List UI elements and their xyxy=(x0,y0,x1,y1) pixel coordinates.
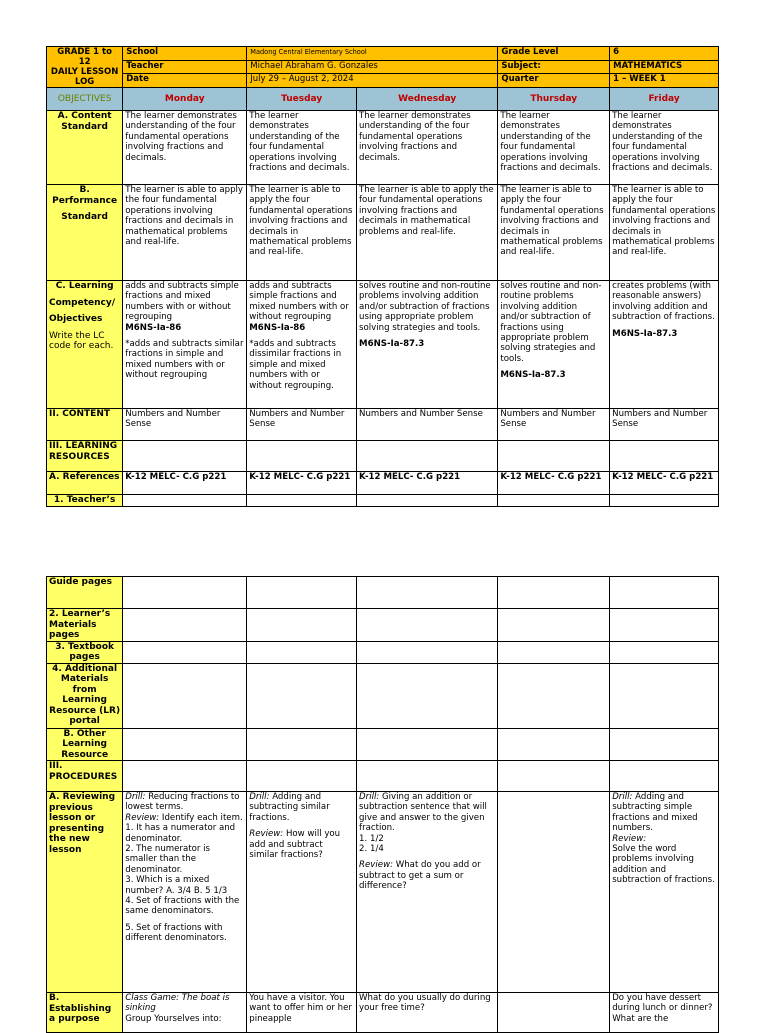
additional-materials-label: 4. Additional Materials from Learning Resource (LR) portal xyxy=(47,663,123,728)
references-row xyxy=(47,472,719,495)
references-thu: K-12 MELC- C.G p221 xyxy=(498,472,610,495)
learners-materials-label: 2. Learner’s Materials pages xyxy=(47,609,123,642)
day-friday: Friday xyxy=(610,88,719,111)
header-row-teacher xyxy=(47,60,719,74)
additional-materials-row xyxy=(47,663,719,728)
day-tuesday: Tuesday xyxy=(247,88,357,111)
references-fri: K-12 MELC- C.G p221 xyxy=(610,472,719,495)
performance-standard-tue: The learner is able to apply the four fundamental operations involving fractions and decimals in mathematical problems and real-life. xyxy=(247,185,357,281)
content-standard-wed: The learner demonstrates understanding of the four fundamental operations involving fractions and decimals. xyxy=(357,111,498,185)
content-standard-thu: The learner demonstrates understanding of the four fundamental operations involving fractions and decimals. xyxy=(498,111,610,185)
other-resources-row xyxy=(47,728,719,761)
performance-standard-mon: The learner is able to apply the four fundamental operations involving fractions and decimals in mathematical problems and real-life. xyxy=(123,185,247,281)
references-mon: K-12 MELC- C.G p221 xyxy=(123,472,247,495)
references-wed: K-12 MELC- C.G p221 xyxy=(357,472,498,495)
content-standard-tue: The learner demonstrates understanding of the four fundamental operations involving fractions and decimals. xyxy=(247,111,357,185)
day-monday: Monday xyxy=(123,88,247,111)
school-value: Madong Central Elementary School xyxy=(247,47,498,61)
guide-pages-label: Guide pages xyxy=(47,577,123,609)
day-wednesday: Wednesday xyxy=(357,88,498,111)
procedures-row xyxy=(47,761,719,792)
reviewing-thu xyxy=(498,792,610,993)
reviewing-label: A. Reviewing previous lesson or presenting the new lesson xyxy=(47,792,123,993)
competency-fri: creates problems (with reasonable answers) involving addition and subtraction of fractions. M6NS-Ia-87.3 xyxy=(610,281,719,409)
content-label: II. CONTENT xyxy=(47,409,123,441)
teachers-label: 1. Teacher’s xyxy=(47,495,123,507)
performance-standard-fri: The learner is able to apply the four fundamental operations involving fractions and decimals in mathematical problems and real-life. xyxy=(610,185,719,281)
procedures-label: III. PROCEDURES xyxy=(47,761,123,792)
subject-value: MATHEMATICS xyxy=(610,60,719,74)
teachers-guide-row xyxy=(47,577,719,609)
purpose-fri: Do you have dessert during lunch or dinner? What are the xyxy=(610,993,719,1033)
grade-level-value: 6 xyxy=(610,47,719,61)
establishing-purpose-label: B. Establishing a purpose xyxy=(47,993,123,1033)
dll-title: GRADE 1 to 12 DAILY LESSON LOG xyxy=(47,47,123,88)
quarter-label: Quarter xyxy=(498,74,610,88)
teacher-value: Michael Abraham G. Gonzales xyxy=(247,60,498,74)
performance-standard-label: B. Performance Standard xyxy=(47,185,123,281)
content-standard-fri: The learner demonstrates understanding of the four fundamental operations involving fractions and decimals. xyxy=(610,111,719,185)
other-resources-label: B. Other Learning Resource xyxy=(47,728,123,761)
textbook-label: 3. Textbook pages xyxy=(47,641,123,663)
header-row-school xyxy=(47,47,719,61)
reviewing-tue: Drill: Adding and subtracting similar fractions. Review: How will you add and subtract similar fractions? xyxy=(247,792,357,993)
content-tue: Numbers and Number Sense xyxy=(247,409,357,441)
performance-standard-wed: The learner is able to apply the four fundamental operations involving fractions and decimals in mathematical problems and real-life. xyxy=(357,185,498,281)
references-label: A. References xyxy=(47,472,123,495)
performance-standard-row xyxy=(47,185,719,281)
references-tue: K-12 MELC- C.G p221 xyxy=(247,472,357,495)
purpose-tue: You have a visitor. You want to offer him or her pineapple xyxy=(247,993,357,1033)
competency-thu: solves routine and non-routine problems involving addition and/or subtraction of fractions using appropriate problem solving strategies and tools. M6NS-Ia-87.3 xyxy=(498,281,610,409)
content-thu: Numbers and Number Sense xyxy=(498,409,610,441)
grade-level-label: Grade Level xyxy=(498,47,610,61)
quarter-value: 1 – WEEK 1 xyxy=(610,74,719,88)
competency-wed: solves routine and non-routine problems involving addition and/or subtraction of fractions using appropriate problem solving strategies and tools. M6NS-Ia-87.3 xyxy=(357,281,498,409)
content-standard-mon: The learner demonstrates understanding of the four fundamental operations involving fractions and decimals. xyxy=(123,111,247,185)
competency-row xyxy=(47,281,719,409)
reviewing-row xyxy=(47,792,719,993)
learning-resources-row xyxy=(47,441,719,472)
subject-label: Subject: xyxy=(498,60,610,74)
content-wed: Numbers and Number Sense xyxy=(357,409,498,441)
objectives-header: OBJECTIVES xyxy=(47,88,123,111)
content-row xyxy=(47,409,719,441)
purpose-mon: Class Game: The boat is sinking Group Yourselves into: xyxy=(123,993,247,1033)
reviewing-fri: Drill: Adding and subtracting simple fractions and mixed numbers. Review: Solve the word problems involving addition and subtraction of fractions. xyxy=(610,792,719,993)
reviewing-mon: Drill: Reducing fractions to lowest terms. Review: Identify each item. 1. It has a numerator and denominator. 2. The numerator is smaller than the denominator. 3. Which is a mixed number? A. 3/4 B. 5 1/3 4. Set of fractions with the same denominators. 5. Set of fractions with different denominators. xyxy=(123,792,247,993)
learners-materials-row xyxy=(47,609,719,642)
content-standard-row xyxy=(47,111,719,185)
teachers-guide-row-start xyxy=(47,495,719,507)
content-mon: Numbers and Number Sense xyxy=(123,409,247,441)
teacher-label: Teacher xyxy=(123,60,247,74)
lesson-log-table-page1 xyxy=(46,46,719,507)
date-value: July 29 – August 2, 2024 xyxy=(247,74,498,88)
competency-mon: adds and subtracts simple fractions and mixed numbers with or without regrouping M6NS-Ia-86 *adds and subtracts similar fractions in simple and mixed numbers with or without regrouping xyxy=(123,281,247,409)
establishing-purpose-row xyxy=(47,993,719,1033)
purpose-wed: What do you usually do during your free time? xyxy=(357,993,498,1033)
reviewing-wed: Drill: Giving an addition or subtraction sentence that will give and answer to the given fraction. 1. 1/2 2. 1/4 Review: What do you add or subtract to get a sum or difference? xyxy=(357,792,498,993)
textbook-row xyxy=(47,641,719,663)
competency-label: C. Learning Competency/ Objectives Write the LC code for each. xyxy=(47,281,123,409)
date-label: Date xyxy=(123,74,247,88)
school-label: School xyxy=(123,47,247,61)
competency-tue: adds and subtracts simple fractions and mixed numbers with or without regrouping M6NS-Ia-86 *adds and subtracts dissimilar fractions in simple and mixed numbers with or without regrouping. xyxy=(247,281,357,409)
content-standard-label: A. Content Standard xyxy=(47,111,123,185)
day-thursday: Thursday xyxy=(498,88,610,111)
content-fri: Numbers and Number Sense xyxy=(610,409,719,441)
learning-resources-label: III. LEARNING RESOURCES xyxy=(47,441,123,472)
header-row-date xyxy=(47,74,719,88)
performance-standard-thu: The learner is able to apply the four fundamental operations involving fractions and decimals in mathematical problems and real-life. xyxy=(498,185,610,281)
purpose-thu xyxy=(498,993,610,1033)
days-header-row xyxy=(47,88,719,111)
lesson-log-table-page2 xyxy=(46,576,719,1033)
